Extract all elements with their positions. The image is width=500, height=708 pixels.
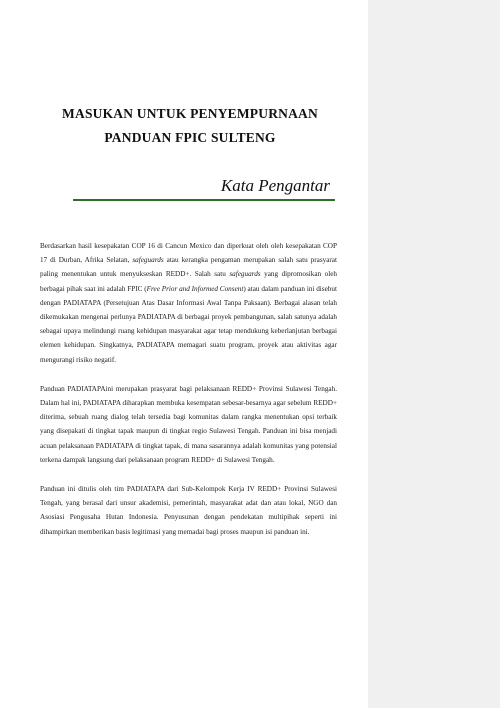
heading-underline: [73, 199, 335, 201]
section-heading: Kata Pengantar: [220, 176, 330, 195]
document-body: [40, 239, 337, 554]
paragraph-1: [40, 239, 337, 367]
p1-text-e: yang dipromosikan oleh berbagai pihak saat ini adalah FPIC (: [40, 270, 337, 293]
paragraph-2: Panduan PADIATAPAini merupakan prasyarat bagi pelaksanaan REDD+ Provinsi Sulawesi Tengah. Dalam hal ini, PADIATAPA diharapkan membuka kesempatan sebesar-besarnya agar sebelum REDD+ diterima, sebuah ruang dialog telah tersedia bagi komunitas dalam rangka menentukan opsi terbaik yang disepakati di tingkat tapak maupun di tingkat regio Sulawesi Tengah. Panduan ini bisa menjadi acuan pelaksanaan PADIATAPA di tingkat tapak, di mana sasarannya adalah komunitas yang potensial terkena dampak langsung dari pelaksanaan program REDD+ di Sulawesi Tengah.: [40, 384, 337, 464]
p1-italic-safeguards-2: safeguards: [229, 270, 261, 279]
paragraph-3: Panduan ini ditulis oleh tim PADIATAPA dari Sub-Kelompok Kerja IV REDD+ Provinsi Sulawesi Tengah, yang berasal dari unsur akademisi, pemerintah, masyarakat adat dan atau lokal, NGO dan Asosiasi Pengusaha Hutan Indonesia. Penyusunan dengan pendekatan multipihak seperti ini dihampirkan memberikan basis legitimasi yang memadai bagi proses maupun isi panduan ini.: [40, 485, 337, 536]
document-title: [40, 102, 340, 150]
title-line-2: PANDUAN FPIC SULTENG: [104, 130, 276, 145]
p1-text-a: Berdasarkan hasil kesepakatan COP 16 di Cancun Mexico dan diperkuat oleh oleh kesepakatan COP 17 di Durban, Afrika Selatan,: [40, 242, 337, 265]
p1-text-c: atau kerangka pengaman merupakan salah satu prasyarat paling menentukan untuk menyukseskan REDD+. Salah satu: [40, 256, 337, 279]
comment-margin-pane: [368, 0, 500, 708]
p1-italic-fpic: Free Prior and Informed Consent: [146, 284, 244, 293]
p1-text-g: ) atau dalam panduan ini disebut dengan PADIATAPA (Persetujuan Atas Dasar Informasi Awal Tanpa Paksaan). Berbagai alasan telah dikemukakan mengenai perlunya PADIATAPA di berbagai proyek pembangunan, salah satunya adalah sebagai upaya melindungi ruang kehidupan masyarakat agar tetap mendukung keberlanjutan berbagai elemen kehidupan. Singkatnya, PADIATAPA memagari suatu program, proyek atau aktivitas agar mengurangi risiko negatif.: [40, 284, 337, 364]
p1-italic-safeguards-1: safeguards: [132, 256, 164, 265]
title-line-1: MASUKAN UNTUK PENYEMPURNAAN: [62, 106, 318, 121]
